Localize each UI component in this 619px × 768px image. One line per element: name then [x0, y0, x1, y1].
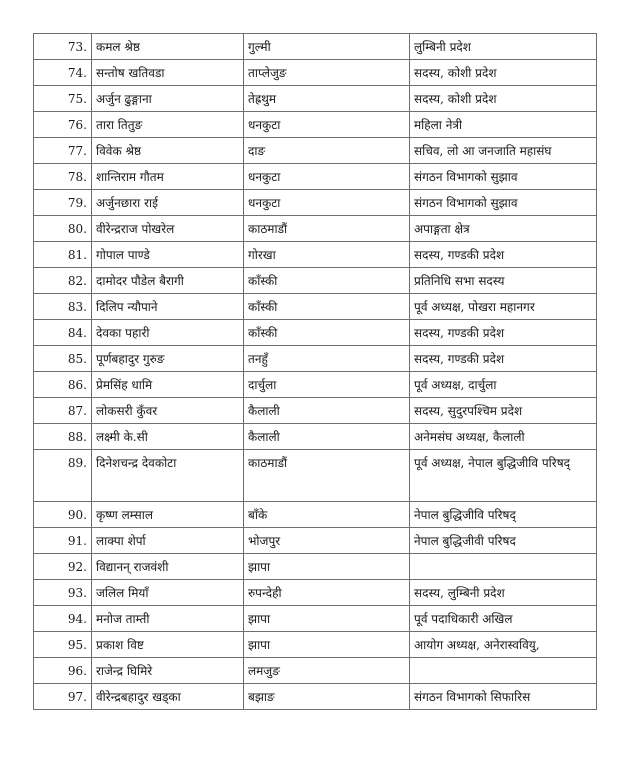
serial-number: 90.	[34, 502, 92, 528]
member-role: संगठन विभागको सुझाव	[410, 164, 597, 190]
member-name: अर्जुनछारा राई	[92, 190, 244, 216]
serial-number: 78.	[34, 164, 92, 190]
member-role: अनेमसंघ अध्यक्ष, कैलाली	[410, 424, 597, 450]
serial-number: 79.	[34, 190, 92, 216]
member-district: गोरखा	[244, 242, 410, 268]
member-name: शान्तिराम गौतम	[92, 164, 244, 190]
table-row	[34, 294, 597, 320]
member-district: झापा	[244, 606, 410, 632]
member-name: विवेक श्रेष्ठ	[92, 138, 244, 164]
member-name: सन्तोष खतिवडा	[92, 60, 244, 86]
member-role: लुम्बिनी प्रदेश	[410, 34, 597, 60]
serial-number: 75.	[34, 86, 92, 112]
serial-number: 93.	[34, 580, 92, 606]
member-district: रुपन्देही	[244, 580, 410, 606]
serial-number: 80.	[34, 216, 92, 242]
member-role: नेपाल बुद्धिजीवी परिषद	[410, 528, 597, 554]
member-role: पूर्व अध्यक्ष, पोखरा महानगर	[410, 294, 597, 320]
member-role: सदस्य, कोशी प्रदेश	[410, 86, 597, 112]
table-row	[34, 346, 597, 372]
member-district: भोजपुर	[244, 528, 410, 554]
member-district: कैलाली	[244, 424, 410, 450]
serial-number: 96.	[34, 658, 92, 684]
serial-number: 74.	[34, 60, 92, 86]
member-role: सदस्य, गण्डकी प्रदेश	[410, 346, 597, 372]
member-role: सचिव, लो आ जनजाति महासंघ	[410, 138, 597, 164]
table-row	[34, 164, 597, 190]
member-name: गोपाल पाण्डे	[92, 242, 244, 268]
table-row	[34, 658, 597, 684]
table-row	[34, 138, 597, 164]
member-district: ताप्लेजुङ	[244, 60, 410, 86]
member-name: विद्यानन् राजवंशी	[92, 554, 244, 580]
member-role: सदस्य, लुम्बिनी प्रदेश	[410, 580, 597, 606]
member-district: बझाङ	[244, 684, 410, 710]
member-name: दामोदर पौडेल बैरागी	[92, 268, 244, 294]
member-name: लक्ष्मी के.सी	[92, 424, 244, 450]
table-row	[34, 190, 597, 216]
member-name: तारा तितुङ	[92, 112, 244, 138]
table-row	[34, 684, 597, 710]
member-name: प्रेमसिंह धामि	[92, 372, 244, 398]
member-table	[33, 33, 597, 710]
table-row	[34, 528, 597, 554]
serial-number: 95.	[34, 632, 92, 658]
serial-number: 91.	[34, 528, 92, 554]
member-name: लोकसरी कुँवर	[92, 398, 244, 424]
table-row	[34, 372, 597, 398]
member-district: काँस्की	[244, 320, 410, 346]
member-district: काँस्की	[244, 294, 410, 320]
table-row	[34, 320, 597, 346]
member-role: संगठन विभागको सुझाव	[410, 190, 597, 216]
member-name: प्रकाश विष्ट	[92, 632, 244, 658]
table-row	[34, 216, 597, 242]
member-district: झापा	[244, 554, 410, 580]
serial-number: 81.	[34, 242, 92, 268]
member-district: काँस्की	[244, 268, 410, 294]
member-role: अपाङ्गता क्षेत्र	[410, 216, 597, 242]
serial-number: 94.	[34, 606, 92, 632]
member-name: कृष्ण लम्साल	[92, 502, 244, 528]
serial-number: 85.	[34, 346, 92, 372]
table-row	[34, 398, 597, 424]
member-district: कैलाली	[244, 398, 410, 424]
member-role	[410, 658, 597, 684]
member-role	[410, 554, 597, 580]
table-row	[34, 632, 597, 658]
member-role: पूर्व पदाधिकारी अखिल	[410, 606, 597, 632]
member-role: सदस्य, कोशी प्रदेश	[410, 60, 597, 86]
serial-number: 76.	[34, 112, 92, 138]
serial-number: 86.	[34, 372, 92, 398]
serial-number: 89.	[34, 450, 92, 502]
member-name: जलिल मियाँ	[92, 580, 244, 606]
serial-number: 84.	[34, 320, 92, 346]
table-row	[34, 450, 597, 502]
member-role: पूर्व अध्यक्ष, दार्चुला	[410, 372, 597, 398]
table-row	[34, 580, 597, 606]
table-row	[34, 60, 597, 86]
member-name: मनोज ताम्ती	[92, 606, 244, 632]
member-name: दिनेशचन्द्र देवकोटा	[92, 450, 244, 502]
member-district: बाँके	[244, 502, 410, 528]
member-role: आयोग अध्यक्ष, अनेरास्ववियु,	[410, 632, 597, 658]
serial-number: 83.	[34, 294, 92, 320]
member-name: पूर्णबहादुर गुरुङ	[92, 346, 244, 372]
serial-number: 77.	[34, 138, 92, 164]
member-name: कमल श्रेष्ठ	[92, 34, 244, 60]
member-name: दिलिप न्यौपाने	[92, 294, 244, 320]
table-row	[34, 268, 597, 294]
member-district: दार्चुला	[244, 372, 410, 398]
member-district: गुल्मी	[244, 34, 410, 60]
member-role: सदस्य, सुदुरपश्चिम प्रदेश	[410, 398, 597, 424]
member-district: काठमाडौं	[244, 450, 410, 502]
member-district: झापा	[244, 632, 410, 658]
member-district: धनकुटा	[244, 164, 410, 190]
serial-number: 97.	[34, 684, 92, 710]
serial-number: 82.	[34, 268, 92, 294]
member-role: पूर्व अध्यक्ष, नेपाल बुद्धिजीवि परिषद्	[410, 450, 597, 502]
table-row	[34, 606, 597, 632]
serial-number: 73.	[34, 34, 92, 60]
table-row	[34, 112, 597, 138]
member-district: धनकुटा	[244, 112, 410, 138]
member-name: राजेन्द्र घिमिरे	[92, 658, 244, 684]
member-district: तनहुँ	[244, 346, 410, 372]
table-row	[34, 424, 597, 450]
serial-number: 87.	[34, 398, 92, 424]
member-district: धनकुटा	[244, 190, 410, 216]
member-name: लाक्पा शेर्पा	[92, 528, 244, 554]
member-role: प्रतिनिधि सभा सदस्य	[410, 268, 597, 294]
member-role: सदस्य, गण्डकी प्रदेश	[410, 242, 597, 268]
table-row	[34, 86, 597, 112]
member-role: नेपाल बुद्धिजीवि परिषद्	[410, 502, 597, 528]
member-name: अर्जुन ढुङ्गाना	[92, 86, 244, 112]
serial-number: 92.	[34, 554, 92, 580]
member-role: सदस्य, गण्डकी प्रदेश	[410, 320, 597, 346]
table-row	[34, 554, 597, 580]
member-name: वीरेन्द्रराज पोखरेल	[92, 216, 244, 242]
member-role: संगठन विभागको सिफारिस	[410, 684, 597, 710]
table-row	[34, 502, 597, 528]
member-district: दाङ	[244, 138, 410, 164]
member-district: तेह्रथुम	[244, 86, 410, 112]
member-name: देवका पहारी	[92, 320, 244, 346]
member-role: महिला नेत्री	[410, 112, 597, 138]
member-name: वीरेन्द्रबहादुर खड्का	[92, 684, 244, 710]
member-district: लमजुङ	[244, 658, 410, 684]
member-district: काठमाडौं	[244, 216, 410, 242]
serial-number: 88.	[34, 424, 92, 450]
table-row	[34, 34, 597, 60]
member-list-document	[33, 33, 596, 710]
table-row	[34, 242, 597, 268]
